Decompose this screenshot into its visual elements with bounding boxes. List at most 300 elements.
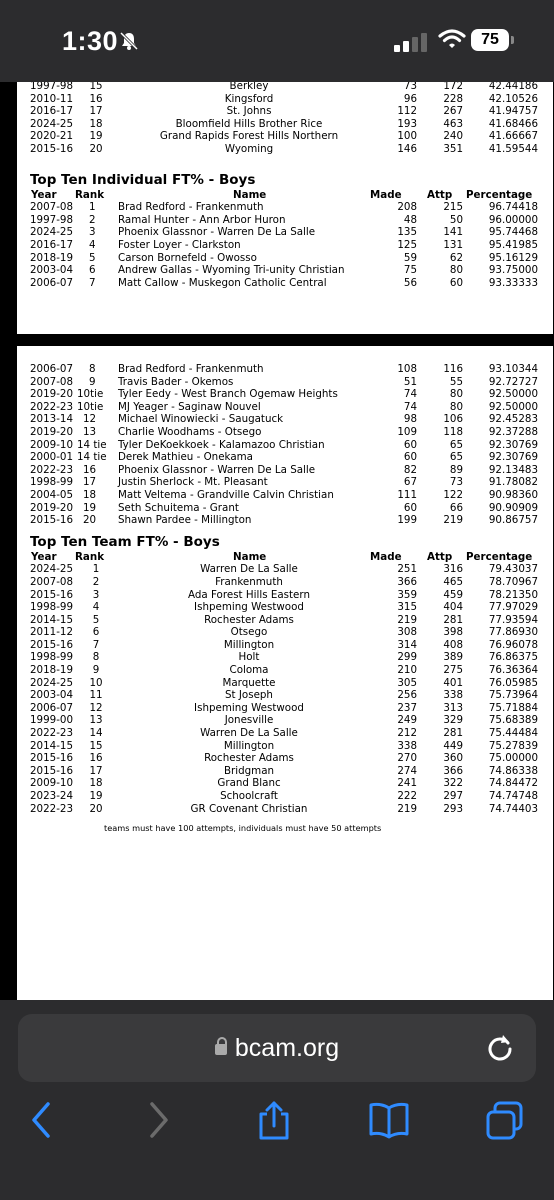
cell-made: 74 [403, 400, 417, 413]
cell-rank: 18 [83, 488, 97, 501]
cell-rank: 16 [89, 92, 103, 105]
cell-att: 459 [443, 588, 463, 601]
cell-att: 106 [443, 413, 463, 426]
cell-rank: 11 [89, 689, 103, 702]
table-row [17, 752, 553, 765]
header-name: Name [233, 188, 267, 201]
cell-rank: 3 [89, 226, 96, 239]
cell-name: Warren De La Salle [200, 563, 298, 576]
table-row [17, 589, 553, 602]
cell-pct: 41.68466 [488, 117, 538, 130]
cell-name: Carson Bornefeld - Owosso [118, 251, 257, 264]
cell-name: Bloomfield Hills Brother Rice [175, 117, 323, 130]
cell-made: 51 [403, 375, 417, 388]
cell-pct: 75.71884 [488, 701, 538, 714]
cell-rank: 5 [92, 613, 100, 626]
page-margin [0, 82, 17, 1000]
forward-icon[interactable] [146, 1100, 172, 1144]
cell-rank: 1 [92, 563, 100, 576]
cell-name: Brad Redford - Frankenmuth [118, 363, 264, 375]
cell-name: Michael Winowiecki - Saugatuck [118, 413, 284, 426]
table-row [17, 239, 553, 252]
cell-pct: 42.44186 [488, 82, 538, 92]
cell-rank: 19 [89, 130, 103, 143]
individual-ft-rows [17, 201, 553, 289]
cell-made: 219 [397, 613, 417, 626]
cell-year: 2007-08 [30, 375, 74, 388]
cell-rank: 2 [89, 213, 96, 226]
cell-year: 2020-21 [30, 130, 74, 143]
cell-name: Coloma [229, 664, 269, 677]
cell-made: 308 [397, 626, 417, 639]
cell-rank: 14 [89, 727, 103, 740]
cell-att: 65 [449, 451, 463, 464]
cell-name: Tyler DeKoekkoek - Kalamazoo Christian [118, 438, 325, 451]
cell-rank: 4 [89, 238, 96, 251]
cell-name: MJ Yeager - Saginaw Nouvel [118, 400, 261, 413]
cell-rank: 18 [89, 777, 103, 790]
table-header [17, 189, 553, 202]
cell-made: 274 [397, 764, 417, 777]
cell-rank: 14 tie [77, 451, 107, 464]
cell-pct: 95.74468 [488, 226, 538, 239]
cell-att: 60 [449, 276, 463, 289]
table-row [17, 601, 553, 614]
cell-rank: 3 [92, 588, 100, 601]
cell-pct: 92.30769 [488, 438, 538, 451]
cell-rank: 19 [83, 501, 97, 514]
cell-name: Andrew Gallas - Wyoming Tri-unity Christian [118, 264, 345, 277]
back-icon[interactable] [28, 1100, 54, 1144]
cell-att: 329 [443, 714, 463, 727]
cell-att: 228 [443, 92, 463, 105]
cell-pct: 92.13483 [488, 463, 538, 476]
cell-made: 109 [397, 425, 417, 438]
cell-name: Ishpeming Westwood [194, 601, 304, 614]
table-row [17, 118, 553, 131]
cell-att: 89 [449, 463, 463, 476]
cell-year: 2022-23 [30, 400, 74, 413]
cell-pct: 75.68389 [488, 714, 538, 727]
cell-made: 222 [397, 790, 417, 802]
cell-pct: 79.43037 [488, 563, 538, 576]
cell-name: Travis Bader - Okemos [118, 375, 234, 388]
cell-att: 275 [443, 664, 463, 677]
cell-year: 2010-11 [30, 92, 74, 105]
cell-att: 80 [449, 264, 463, 277]
individual-ft-title: Top Ten Individual FT% - Boys [30, 171, 256, 188]
cell-pct: 76.05985 [488, 676, 538, 689]
cell-made: 299 [397, 651, 417, 664]
cell-att: 73 [449, 476, 463, 489]
cell-rank: 13 [83, 425, 97, 438]
table-row [17, 388, 553, 401]
address-bar[interactable] [18, 1014, 536, 1082]
cell-rank: 18 [89, 117, 103, 130]
cell-year: 2013-14 [30, 413, 74, 426]
cell-pct: 96.00000 [488, 213, 538, 226]
cell-name: Frankenmuth [215, 575, 283, 588]
table-row [17, 143, 553, 156]
cell-rank: 20 [89, 142, 103, 155]
cell-name: Derek Mathieu - Onekama [118, 451, 253, 464]
tabs-icon[interactable] [484, 1100, 526, 1146]
status-bar [0, 0, 554, 82]
cell-att: 281 [443, 727, 463, 740]
cell-att: 66 [449, 501, 463, 514]
cell-made: 100 [397, 130, 417, 143]
cell-pct: 77.97029 [488, 601, 538, 614]
cell-year: 2015-16 [30, 752, 74, 765]
bookmarks-icon[interactable] [367, 1100, 411, 1144]
cell-pct: 77.86930 [488, 626, 538, 639]
cell-name: Charlie Woodhams - Otsego [118, 425, 262, 438]
individual-ft-rows-continued [17, 363, 553, 527]
cell-year: 1997-98 [30, 82, 74, 92]
cell-made: 199 [397, 514, 417, 527]
cell-name: Seth Schuitema - Grant [118, 501, 239, 514]
cell-year: 2015-16 [30, 764, 74, 777]
cell-att: 80 [449, 388, 463, 401]
team-ft-low-rows [17, 82, 553, 156]
cell-pct: 41.66667 [488, 130, 538, 143]
cell-name: Berkley [229, 82, 269, 92]
table-row [17, 252, 553, 265]
header-name: Name [233, 550, 267, 563]
cell-att: 401 [443, 676, 463, 689]
cell-made: 98 [403, 413, 417, 426]
cell-year: 1998-99 [30, 601, 74, 614]
cell-made: 241 [397, 777, 417, 790]
header-rank: Rank [75, 550, 105, 563]
cell-name: Marquette [222, 676, 276, 689]
table-row [17, 727, 553, 740]
cell-name: GR Covenant Christian [190, 802, 308, 815]
cell-made: 67 [403, 476, 417, 489]
cell-pct: 41.59544 [488, 142, 538, 155]
cell-year: 2022-23 [30, 463, 74, 476]
cell-name: Grand Rapids Forest Hills Northern [159, 130, 339, 143]
header-made: Made [370, 550, 402, 563]
cell-pct: 76.96078 [488, 638, 538, 651]
cell-att: 338 [443, 689, 463, 702]
cell-rank: 16 [89, 752, 103, 765]
cell-made: 305 [397, 676, 417, 689]
cell-name: Rochester Adams [204, 613, 294, 626]
cell-made: 125 [397, 238, 417, 251]
cell-att: 267 [443, 105, 463, 118]
cell-year: 2016-17 [30, 105, 74, 118]
cell-year: 2015-16 [30, 142, 74, 155]
cell-rank: 9 [92, 664, 100, 677]
table-row [17, 426, 553, 439]
cell-pct: 96.74418 [488, 201, 538, 214]
cell-made: 193 [397, 117, 417, 130]
cell-made: 60 [403, 451, 417, 464]
table-row [17, 639, 553, 652]
cell-name: Justin Sherlock - Mt. Pleasant [118, 476, 268, 489]
cell-att: 404 [443, 601, 463, 614]
cell-name: St. Johns [226, 105, 272, 118]
cell-year: 2003-04 [30, 689, 74, 702]
cell-att: 293 [443, 802, 463, 815]
cell-year: 2018-19 [30, 664, 74, 677]
cell-year: 2016-17 [30, 238, 74, 251]
table-row [17, 614, 553, 627]
table-row [17, 93, 553, 106]
cell-att: 116 [443, 363, 463, 375]
cell-att: 65 [449, 438, 463, 451]
cell-pct: 78.21350 [488, 588, 538, 601]
cell-rank: 13 [89, 714, 103, 727]
cell-pct: 76.86375 [488, 651, 538, 664]
table-row [17, 563, 553, 576]
cell-pct: 77.93594 [488, 613, 538, 626]
address-text-wrap[interactable] [18, 1034, 536, 1063]
cell-made: 60 [403, 438, 417, 451]
cell-pct: 93.33333 [488, 276, 538, 289]
cell-pct: 93.10344 [488, 363, 538, 375]
cell-year: 2024-25 [30, 563, 74, 576]
cell-rank: 7 [89, 276, 96, 289]
cell-year: 2023-24 [30, 790, 74, 802]
cell-att: 240 [443, 130, 463, 143]
cell-rank: 17 [89, 764, 103, 777]
cell-att: 122 [443, 488, 463, 501]
cell-name: Jonesville [224, 714, 274, 727]
table-row [17, 363, 553, 376]
cell-rank: 8 [92, 651, 100, 664]
cell-year: 2015-16 [30, 638, 74, 651]
cell-year: 2015-16 [30, 514, 74, 527]
cell-att: 141 [443, 226, 463, 239]
cell-rank: 10tie [77, 400, 104, 413]
cell-name: Otsego [230, 626, 268, 639]
cell-rank: 20 [83, 514, 97, 527]
table-row [17, 626, 553, 639]
cell-pct: 90.86757 [488, 514, 538, 527]
header-made: Made [370, 188, 402, 201]
cell-name: Schoolcraft [220, 790, 278, 802]
bell-slash-icon [118, 30, 140, 57]
cell-rank: 17 [89, 105, 103, 118]
cell-att: 313 [443, 701, 463, 714]
cell-rank: 6 [92, 626, 100, 639]
cell-pct: 76.36364 [488, 664, 538, 677]
table-row [17, 576, 553, 589]
cell-year: 2024-25 [30, 226, 74, 239]
cell-year: 2015-16 [30, 588, 74, 601]
cell-year: 2019-20 [30, 501, 74, 514]
table-row [17, 489, 553, 502]
cell-made: 74 [403, 388, 417, 401]
cell-pct: 92.45283 [488, 413, 538, 426]
cell-name: Matt Callow - Muskegon Catholic Central [118, 276, 327, 289]
cell-att: 316 [443, 563, 463, 576]
table-row [17, 689, 553, 702]
cell-pct: 74.74748 [488, 790, 538, 802]
cell-made: 48 [403, 213, 417, 226]
cell-pct: 93.75000 [488, 264, 538, 277]
cell-rank: 17 [83, 476, 97, 489]
cell-year: 2024-25 [30, 117, 74, 130]
cell-made: 359 [397, 588, 417, 601]
table-row [17, 439, 553, 452]
cell-rank: 16 [83, 463, 97, 476]
document-page-1 [17, 82, 553, 334]
lock-icon [215, 1044, 227, 1055]
cell-name: Ramal Hunter - Ann Arbor Huron [118, 213, 286, 226]
cell-name: St Joseph [225, 689, 273, 702]
cell-year: 2006-07 [30, 363, 74, 375]
header-percentage: Percentage [466, 550, 533, 563]
cell-year: 2011-12 [30, 626, 74, 639]
cell-att: 172 [443, 82, 463, 92]
url-text[interactable]: bcam.org [234, 1034, 340, 1062]
header-rank: Rank [75, 188, 105, 201]
table-row [17, 651, 553, 664]
cell-name: Ishpeming Westwood [194, 701, 304, 714]
cell-year: 1999-00 [30, 714, 74, 727]
table-row [17, 740, 553, 753]
cell-att: 351 [443, 142, 463, 155]
table-row [17, 264, 553, 277]
cell-pct: 95.16129 [488, 251, 538, 264]
table-row [17, 664, 553, 677]
table-row [17, 451, 553, 464]
cell-made: 146 [397, 142, 417, 155]
cell-rank: 2 [92, 575, 100, 588]
cell-year: 2006-07 [30, 276, 74, 289]
cell-att: 281 [443, 613, 463, 626]
cell-year: 2004-05 [30, 488, 74, 501]
cell-year: 2018-19 [30, 251, 74, 264]
status-time: 1:30 [62, 26, 119, 56]
cell-name: Foster Loyer - Clarkston [118, 238, 241, 251]
cell-att: 366 [443, 764, 463, 777]
cell-year: 2003-04 [30, 264, 74, 277]
cell-name: Brad Redford - Frankenmuth [118, 201, 264, 214]
table-row [17, 476, 553, 489]
cell-rank: 19 [89, 790, 103, 802]
cell-year: 1998-99 [30, 476, 74, 489]
battery-indicator: 75 [471, 29, 509, 51]
cell-att: 118 [443, 425, 463, 438]
reload-icon[interactable] [484, 1031, 516, 1067]
table-row [17, 514, 553, 527]
cell-pct: 75.00000 [488, 752, 538, 765]
table-row [17, 413, 553, 426]
header-attp: Attp [427, 550, 453, 563]
cell-year: 1997-98 [30, 213, 74, 226]
cell-year: 2022-23 [30, 802, 74, 815]
cell-att: 131 [443, 238, 463, 251]
table-row [17, 401, 553, 414]
battery-nub [511, 36, 514, 44]
share-icon[interactable] [255, 1100, 293, 1146]
cell-rank: 1 [89, 201, 96, 214]
cell-year: 2009-10 [30, 438, 74, 451]
cell-rank: 9 [89, 375, 96, 388]
cell-made: 59 [403, 251, 417, 264]
cell-name: Tyler Eedy - West Branch Ogemaw Heights [118, 388, 338, 401]
cell-name: Matt Veltema - Grandville Calvin Christian [118, 488, 334, 501]
cell-made: 73 [403, 82, 417, 92]
table-row [17, 130, 553, 143]
cell-made: 75 [403, 264, 417, 277]
cell-year: 2006-07 [30, 701, 74, 714]
header-attp: Attp [427, 188, 453, 201]
cell-year: 2014-15 [30, 739, 74, 752]
cell-name: Bridgman [223, 764, 275, 777]
table-row [17, 226, 553, 239]
table-row [17, 277, 553, 290]
cell-rank: 10 [89, 676, 103, 689]
cell-year: 2019-20 [30, 425, 74, 438]
cell-made: 251 [397, 563, 417, 576]
table-row [17, 803, 553, 816]
cell-pct: 75.44484 [488, 727, 538, 740]
cell-pct: 92.72727 [488, 375, 538, 388]
cell-rank: 4 [92, 601, 100, 614]
table-row [17, 376, 553, 389]
wifi-icon [438, 28, 466, 54]
cell-year: 2007-08 [30, 201, 74, 214]
cell-att: 408 [443, 638, 463, 651]
cell-name: Wyoming [224, 142, 274, 155]
cell-att: 360 [443, 752, 463, 765]
table-row [17, 105, 553, 118]
table-row [17, 677, 553, 690]
cell-made: 315 [397, 601, 417, 614]
cell-made: 249 [397, 714, 417, 727]
cell-rank: 8 [89, 363, 96, 375]
cell-att: 215 [443, 201, 463, 214]
table-row [17, 214, 553, 227]
table-row [17, 82, 553, 93]
cell-made: 108 [397, 363, 417, 375]
cell-year: 2009-10 [30, 777, 74, 790]
cell-rank: 5 [89, 251, 96, 264]
cell-year: 2007-08 [30, 575, 74, 588]
cell-made: 56 [403, 276, 417, 289]
cell-att: 55 [449, 375, 463, 388]
team-ft-title: Top Ten Team FT% - Boys [30, 533, 220, 550]
cell-pct: 78.70967 [488, 575, 538, 588]
cell-pct: 92.37288 [488, 425, 538, 438]
table-row [17, 790, 553, 803]
cell-made: 314 [397, 638, 417, 651]
cell-rank: 6 [89, 264, 96, 277]
cell-year: 2014-15 [30, 613, 74, 626]
cell-rank: 14 tie [77, 438, 107, 451]
cell-made: 270 [397, 752, 417, 765]
header-year: Year [31, 550, 57, 563]
cell-rank: 15 [89, 82, 103, 92]
cell-made: 60 [403, 501, 417, 514]
cell-pct: 92.30769 [488, 451, 538, 464]
cell-year: 2022-23 [30, 727, 74, 740]
cell-year: 2000-01 [30, 451, 74, 464]
cell-name: Phoenix Glassnor - Warren De La Salle [118, 463, 316, 476]
cell-rank: 15 [89, 739, 103, 752]
cell-pct: 91.78082 [488, 476, 538, 489]
cell-rank: 12 [89, 701, 103, 714]
footnote: teams must have 100 attempts, individuals must have 50 attempts [104, 823, 382, 834]
cell-made: 219 [397, 802, 417, 815]
cell-att: 50 [449, 213, 463, 226]
team-ft-rows [17, 563, 553, 815]
